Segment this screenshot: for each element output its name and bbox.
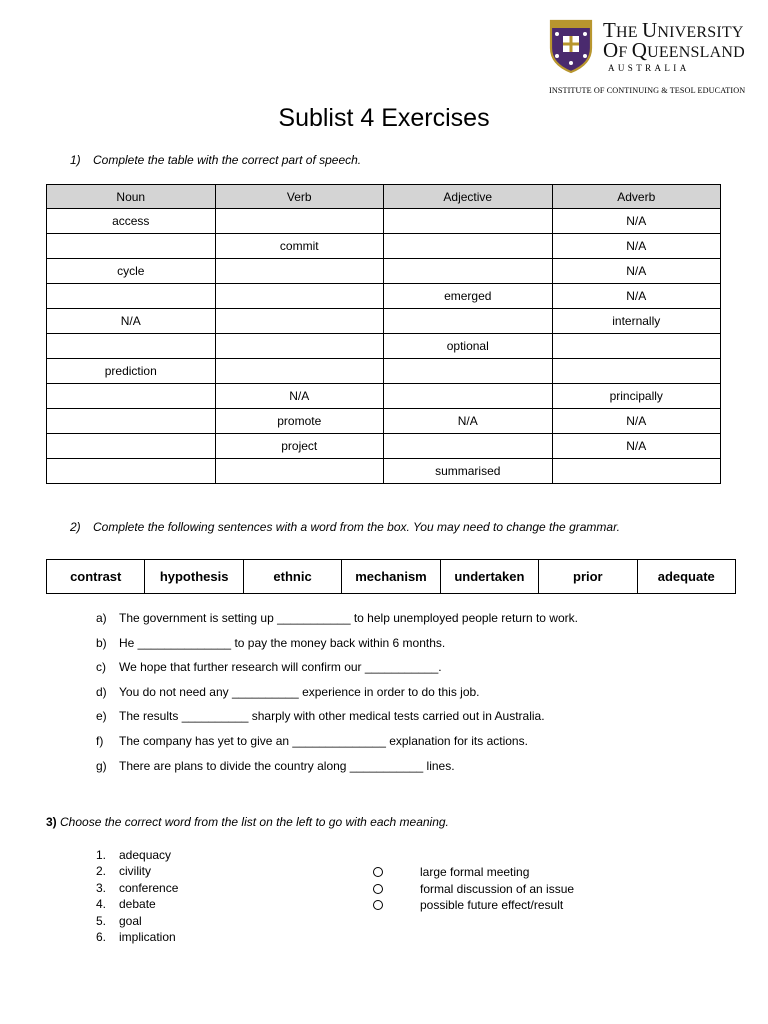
table-cell: N/A bbox=[384, 409, 553, 434]
list-item-word: goal bbox=[119, 913, 142, 928]
meaning-item bbox=[372, 897, 574, 913]
word-box-item: contrast bbox=[47, 560, 145, 594]
table-row bbox=[47, 359, 721, 384]
circle-bullet-icon bbox=[373, 900, 383, 910]
list-item bbox=[96, 896, 178, 912]
table-cell: access bbox=[47, 209, 216, 234]
meaning-item bbox=[372, 864, 574, 880]
word-box-item: hypothesis bbox=[145, 560, 243, 594]
table-cell: N/A bbox=[552, 434, 721, 459]
table-cell: N/A bbox=[552, 234, 721, 259]
table-row bbox=[47, 334, 721, 359]
table-cell[interactable] bbox=[552, 459, 721, 484]
table-header-adverb: Adverb bbox=[552, 185, 721, 209]
word-box-item: mechanism bbox=[342, 560, 440, 594]
sentence-item bbox=[96, 634, 578, 659]
meaning-text: possible future effect/result bbox=[420, 897, 564, 912]
table-cell: N/A bbox=[552, 409, 721, 434]
sentence-item bbox=[96, 757, 578, 782]
table-cell[interactable] bbox=[384, 234, 553, 259]
table-cell[interactable] bbox=[47, 409, 216, 434]
meaning-text: formal discussion of an issue bbox=[420, 881, 575, 896]
table-cell: summarised bbox=[384, 459, 553, 484]
list-item-number: 1. bbox=[96, 848, 107, 862]
table-cell[interactable] bbox=[215, 359, 384, 384]
table-cell[interactable] bbox=[47, 459, 216, 484]
table-row bbox=[47, 434, 721, 459]
sentence-text: The results __________ sharply with other medical tests carried out in Australia. bbox=[119, 709, 545, 724]
table-row bbox=[47, 259, 721, 284]
table-cell: N/A bbox=[552, 209, 721, 234]
list-item-word: conference bbox=[119, 880, 179, 895]
list-item bbox=[96, 863, 178, 879]
table-header-noun: Noun bbox=[47, 185, 216, 209]
section1-instruction: 1) Complete the table with the correct part of speech. bbox=[70, 153, 362, 167]
table-cell[interactable] bbox=[215, 284, 384, 309]
table-cell: prediction bbox=[47, 359, 216, 384]
table-cell[interactable] bbox=[215, 259, 384, 284]
sentence-text: He ______________ to pay the money back within 6 months. bbox=[119, 635, 446, 650]
list-item bbox=[96, 847, 178, 863]
list-item bbox=[96, 929, 178, 945]
sentence-item bbox=[96, 707, 578, 732]
table-cell[interactable] bbox=[384, 359, 553, 384]
word-list bbox=[96, 847, 178, 945]
institute-name: INSTITUTE OF CONTINUING & TESOL EDUCATION bbox=[549, 86, 746, 95]
table-cell[interactable] bbox=[47, 384, 216, 409]
section2-instruction: 2) Complete the following sentences with a word from the box. You may need to change the grammar. bbox=[70, 520, 620, 534]
sentence-list bbox=[96, 609, 578, 781]
table-cell: principally bbox=[552, 384, 721, 409]
list-item-number: 5. bbox=[96, 913, 107, 928]
table-cell[interactable] bbox=[47, 434, 216, 459]
word-box-item: prior bbox=[539, 560, 637, 594]
sentence-text: There are plans to divide the country along ___________ lines. bbox=[119, 758, 455, 773]
list-item-number: 2. bbox=[96, 864, 107, 879]
table-cell: promote bbox=[215, 409, 384, 434]
crest-icon bbox=[548, 18, 594, 74]
list-item-word: debate bbox=[119, 897, 156, 912]
sentence-letter: c) bbox=[96, 660, 106, 675]
list-item-number: 3. bbox=[96, 880, 107, 895]
university-logo bbox=[548, 16, 768, 96]
table-cell[interactable] bbox=[552, 359, 721, 384]
list-item-number: 6. bbox=[96, 929, 107, 944]
word-box-item: undertaken bbox=[440, 560, 538, 594]
table-cell: project bbox=[215, 434, 384, 459]
table-cell[interactable] bbox=[215, 459, 384, 484]
university-name-line2: OF QUEENSLAND bbox=[603, 38, 745, 62]
table-row bbox=[47, 409, 721, 434]
meaning-item bbox=[372, 880, 574, 896]
sentence-item bbox=[96, 683, 578, 708]
word-box-item: ethnic bbox=[243, 560, 341, 594]
table-cell: optional bbox=[384, 334, 553, 359]
sentence-text: The government is setting up ___________ to help unemployed people return to work. bbox=[119, 611, 578, 625]
sentence-text: We hope that further research will confirm our ___________. bbox=[119, 660, 442, 675]
meaning-list bbox=[372, 864, 574, 913]
sentence-letter: a) bbox=[96, 611, 107, 625]
table-cell: emerged bbox=[384, 284, 553, 309]
table-cell: N/A bbox=[215, 384, 384, 409]
section3-instruction: 3) Choose the correct word from the list on the left to go with each meaning. bbox=[46, 815, 449, 829]
table-cell[interactable] bbox=[215, 209, 384, 234]
table-cell[interactable] bbox=[215, 334, 384, 359]
table-row bbox=[47, 309, 721, 334]
table-cell[interactable] bbox=[384, 384, 553, 409]
table-row bbox=[47, 384, 721, 409]
circle-bullet-icon bbox=[373, 884, 383, 894]
table-cell: N/A bbox=[552, 284, 721, 309]
circle-bullet-icon bbox=[373, 867, 383, 877]
sentence-letter: e) bbox=[96, 709, 107, 724]
university-country: AUSTRALIA bbox=[608, 63, 690, 73]
list-item bbox=[96, 880, 178, 896]
sentence-letter: g) bbox=[96, 758, 107, 773]
sentence-item bbox=[96, 658, 578, 683]
list-item-word: civility bbox=[119, 864, 151, 879]
sentence-letter: b) bbox=[96, 635, 107, 650]
sentence-text: You do not need any __________ experience in order to do this job. bbox=[119, 684, 480, 699]
table-cell[interactable] bbox=[384, 259, 553, 284]
table-cell[interactable] bbox=[384, 309, 553, 334]
list-item bbox=[96, 913, 178, 929]
table-cell: commit bbox=[215, 234, 384, 259]
meaning-text: large formal meeting bbox=[420, 865, 530, 880]
university-name-line1: THE UNIVERSITY bbox=[603, 18, 744, 42]
sentence-item bbox=[96, 609, 578, 634]
table-cell[interactable] bbox=[384, 209, 553, 234]
table-cell: N/A bbox=[47, 309, 216, 334]
word-box bbox=[46, 559, 736, 594]
table-row bbox=[47, 234, 721, 259]
sentence-letter: d) bbox=[96, 684, 107, 699]
table-cell[interactable] bbox=[47, 334, 216, 359]
table-header-adjective: Adjective bbox=[384, 185, 553, 209]
list-item-word: adequacy bbox=[119, 848, 172, 862]
page-title: Sublist 4 Exercises bbox=[278, 104, 490, 132]
table-row bbox=[47, 284, 721, 309]
parts-of-speech-table bbox=[46, 184, 721, 484]
table-cell[interactable] bbox=[215, 309, 384, 334]
table-cell: cycle bbox=[47, 259, 216, 284]
word-box-item: adequate bbox=[637, 560, 735, 594]
table-row bbox=[47, 459, 721, 484]
sentence-item bbox=[96, 732, 578, 757]
table-cell[interactable] bbox=[384, 434, 553, 459]
table-header-verb: Verb bbox=[215, 185, 384, 209]
table-cell: N/A bbox=[552, 259, 721, 284]
list-item-word: implication bbox=[119, 929, 176, 944]
table-cell[interactable] bbox=[47, 234, 216, 259]
sentence-text: The company has yet to give an ______________ explanation for its actions. bbox=[119, 733, 528, 748]
list-item-number: 4. bbox=[96, 897, 107, 912]
table-cell[interactable] bbox=[47, 284, 216, 309]
table-cell: internally bbox=[552, 309, 721, 334]
sentence-letter: f) bbox=[96, 733, 104, 748]
table-row bbox=[47, 209, 721, 234]
table-cell[interactable] bbox=[552, 334, 721, 359]
